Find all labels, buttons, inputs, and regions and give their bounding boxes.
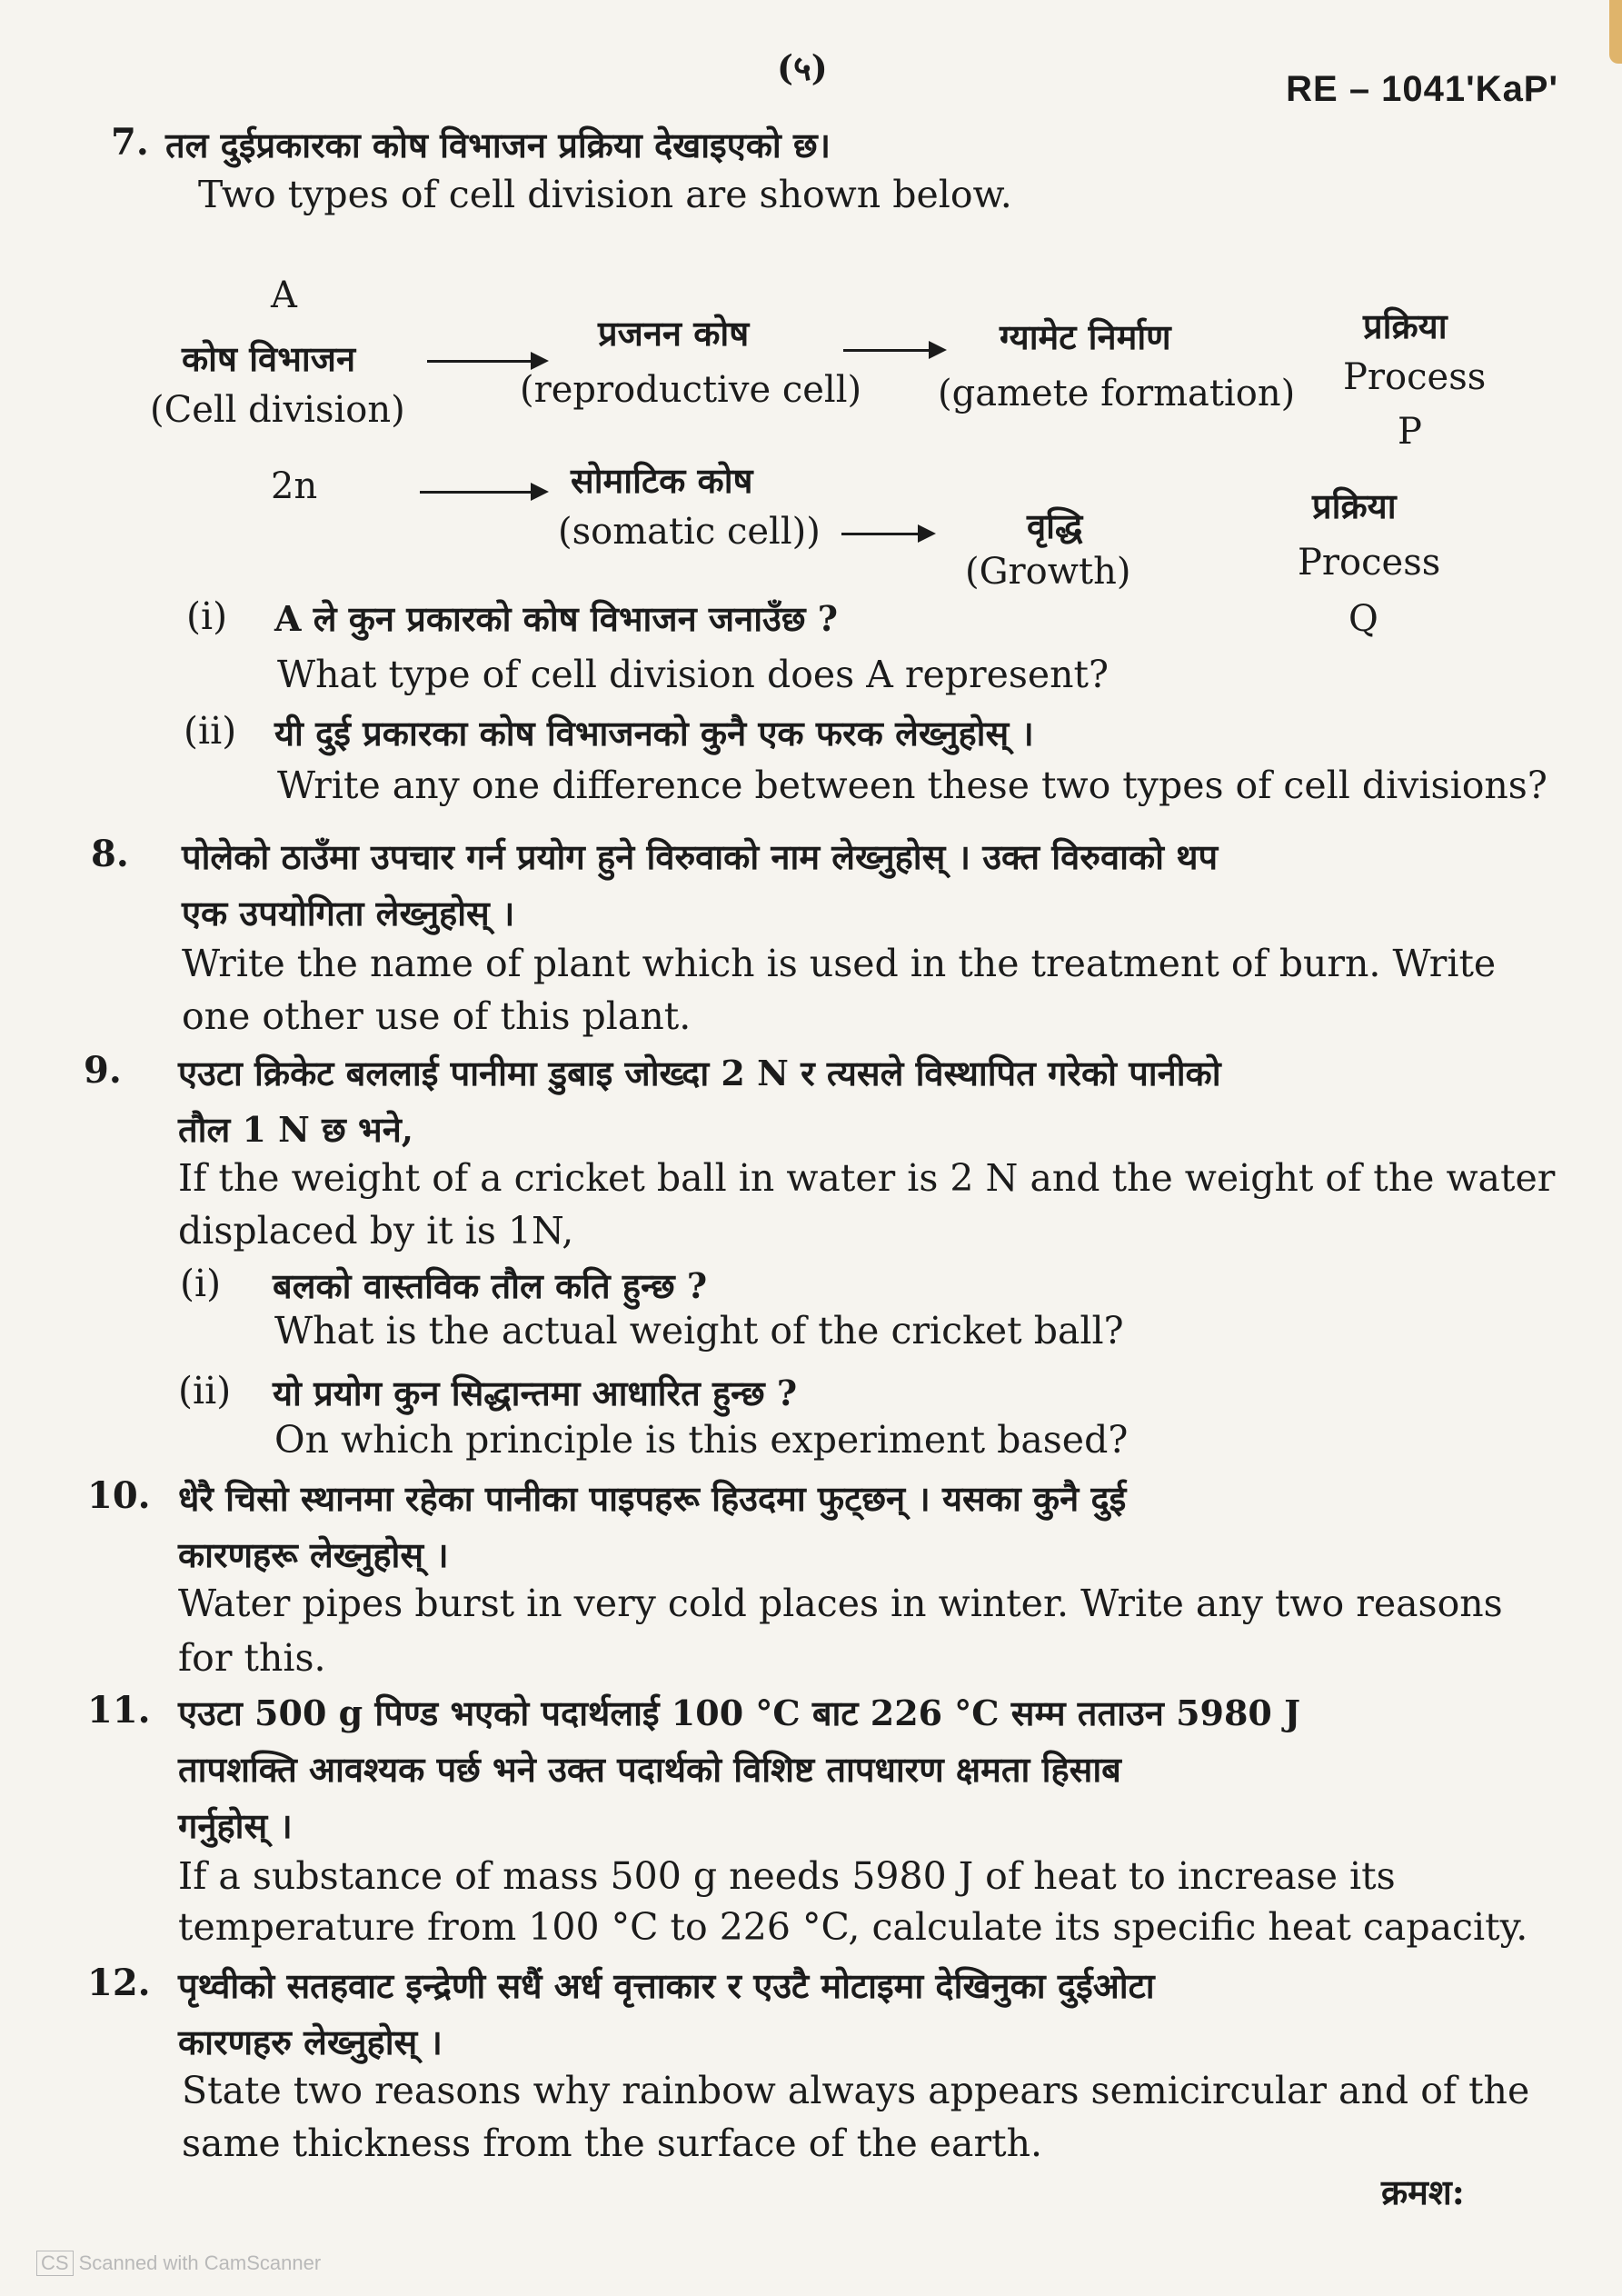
q9-number: 9. [84,1049,122,1092]
q8-text-en-1: Write the name of plant which is used in the treatment of burn. Write [182,942,1497,985]
arrow-to-somatic [420,491,545,494]
q8-number: 8. [91,833,129,875]
diagram-gamete-np: ग्यामेट निर्माण [1000,316,1171,357]
q9-sub-i-en: What is the actual weight of the cricket ball? [274,1309,1124,1353]
q11-text-en-2: temperature from 100 °C to 226 °C, calculate its specific heat capacity. [178,1905,1528,1949]
q7-sub-ii-np: यी दुई प्रकारका कोष विभाजनको कुनै एक फरक लेख्नुहोस् । [274,713,1034,754]
q9-sub-i-np: बलको वास्तविक तौल कति हुन्छ ? [273,1265,708,1306]
q7-sub-ii-en: Write any one difference between these two types of cell divisions? [277,764,1547,807]
diagram-process-np-1: प्रक्रिया [1363,305,1448,346]
diagram-cell-division-np: कोष विभाजन [182,338,356,379]
diagram-somatic-np: सोमाटिक कोष [571,460,753,501]
continued-label: क्रमश: [1381,2171,1465,2212]
diagram-process-en-2: Process [1298,542,1441,584]
q11-text-np-3: गर्नुहोस् । [178,1805,293,1846]
q7-sub-i-np: A ले कुन प्रकारको कोष विभाजन जनाउँछ ? [274,598,839,639]
diagram-process-en-1: Process [1343,356,1487,398]
diagram-label-p: P [1398,411,1422,453]
q10-text-np-2: कारणहरू लेख्नुहोस् । [178,1534,449,1575]
diagram-process-np-2: प्रक्रिया [1312,485,1397,526]
q8-text-en-2: one other use of this plant. [182,994,692,1038]
q11-text-np-1: एउटा 500 g पिण्ड भएको पदार्थलाई 100 °C बाट 226 °C सम्म तताउन 5980 J [178,1692,1301,1733]
diagram-label-q: Q [1348,598,1378,640]
q12-text-np-1: पृथ्वीको सतहवाट इन्द्रेणी सधैं अर्ध वृत्ताकार र एउटै मोटाइमा देखिनुका दुईओटा [178,1965,1155,2006]
arrow-to-reproductive [427,360,545,363]
q9-text-np-1: एउटा क्रिकेट बललाई पानीमा डुबाइ जोख्दा 2 N र त्यसले विस्थापित गरेको पानीको [178,1053,1221,1093]
camscanner-logo: CS [36,2251,74,2276]
diagram-reproductive-en: (reproductive cell) [520,369,862,411]
page-number: (५) [777,47,828,88]
arrow-to-growth [841,533,932,535]
scanner-watermark [36,2251,321,2276]
q10-text-en-2: for this. [178,1636,326,1680]
q10-text-np-1: धेरै चिसो स्थानमा रहेका पानीका पाइपहरू हिउदमा फुट्छन् । यसका कुनै दुई [178,1478,1127,1519]
q8-text-np-1: पोलेको ठाउँमा उपचार गर्न प्रयोग हुने विरुवाको नाम लेख्नुहोस् । उक्त विरुवाको थप [182,836,1219,877]
diagram-gamete-en: (gamete formation) [938,373,1296,414]
q7-sub-i-en: What type of cell division does A represent? [277,653,1110,696]
q11-text-en-1: If a substance of mass 500 g needs 5980 J of heat to increase its [178,1854,1396,1898]
q12-text-np-2: कारणहरु लेख्नुहोस् । [178,2021,443,2062]
diagram-growth-en: (Growth) [965,551,1131,593]
q7-text-en: Two types of cell division are shown below. [198,173,1012,216]
q12-text-en-1: State two reasons why rainbow always appears semicircular and of the [182,2069,1530,2112]
diagram-growth-np: वृद्धि [1027,505,1083,546]
q10-text-en-1: Water pipes burst in very cold places in winter. Write any two reasons [178,1582,1503,1625]
q7-sub-i-label: (i) [186,594,228,638]
diagram-cell-division-en: (Cell division) [150,389,405,431]
diagram-label-2n: 2n [271,465,318,507]
exam-code: RE – 1041'KaP' [1286,69,1558,109]
q7-sub-ii-label: (ii) [184,709,237,753]
q11-text-np-2: तापशक्ति आवश्यक पर्छ भने उक्त पदार्थको विशिष्ट तापधारण क्षमता हिसाब [178,1749,1121,1790]
q9-sub-ii-label: (ii) [178,1369,232,1413]
q9-text-en-1: If the weight of a cricket ball in water is 2 N and the weight of the water [178,1156,1556,1200]
q10-number: 10. [87,1474,151,1517]
page-edge-mark [1609,0,1622,64]
q7-text-np: तल दुईप्रकारका कोष विभाजन प्रक्रिया देखाइएको छ। [165,125,831,165]
q8-text-np-2: एक उपयोगिता लेख्नुहोस् । [182,893,515,933]
q9-text-en-2: displaced by it is 1N, [178,1209,574,1253]
q9-sub-ii-en: On which principle is this experiment based? [274,1418,1129,1462]
q12-number: 12. [87,1962,151,2004]
diagram-label-a: A [271,275,297,316]
q11-number: 11. [87,1689,151,1732]
q9-text-np-2: तौल 1 N छ भने, [178,1109,414,1150]
q9-sub-i-label: (i) [180,1262,222,1305]
q12-text-en-2: same thickness from the surface of the earth. [182,2121,1043,2165]
scanner-watermark-text: Scanned with CamScanner [78,2251,322,2274]
q7-number: 7. [111,121,149,164]
arrow-to-gamete [843,349,943,352]
q9-sub-ii-np: यो प्रयोग कुन सिद्धान्तमा आधारित हुन्छ ? [273,1373,798,1413]
diagram-somatic-en: (somatic cell)) [558,511,821,553]
diagram-reproductive-np: प्रजनन कोष [598,313,750,354]
